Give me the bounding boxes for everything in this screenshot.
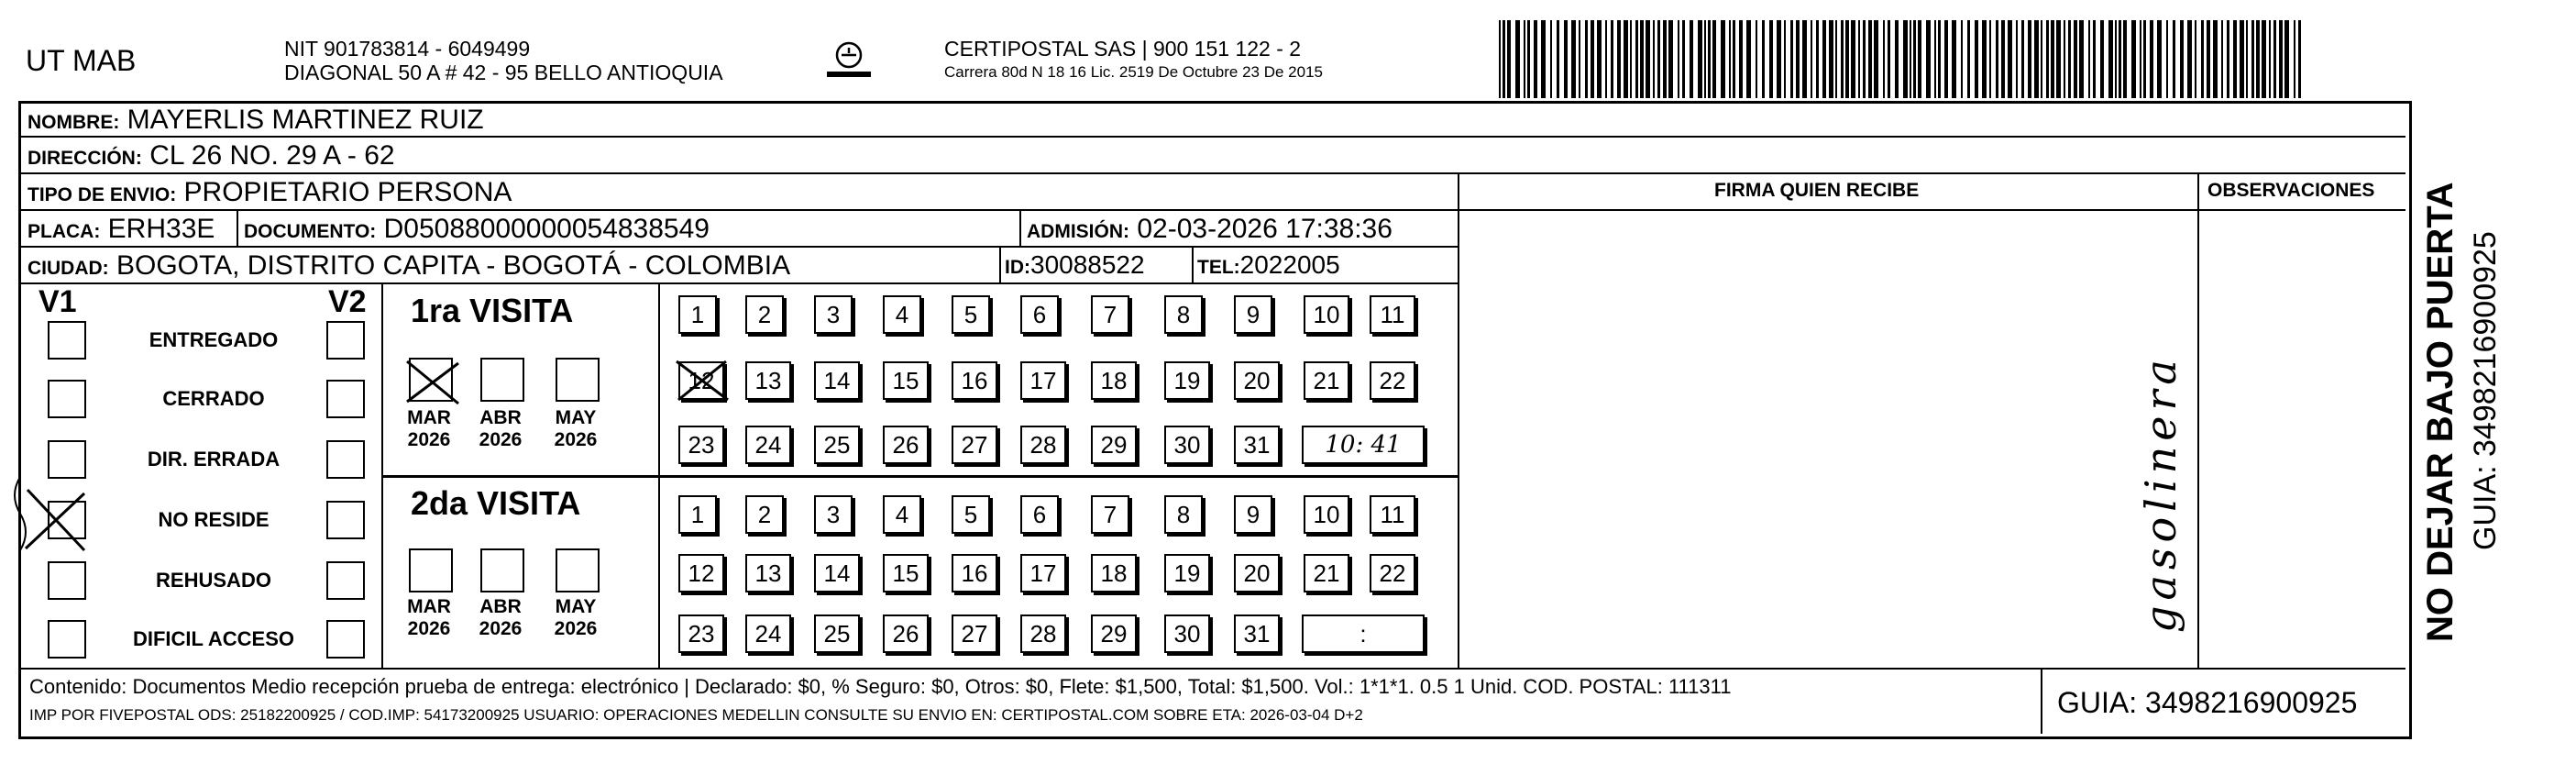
day-box[interactable]: 6 (1020, 295, 1059, 334)
barcode-bar (1874, 20, 1878, 98)
footer-content-line: Contenido: Documentos Medio recepción prueba de entrega: electrónico | Declarado: $0, % Seguro: $0, Otros: $0, Flete: $1,500, Total: $1,500. Vol.: 1*1*1. 0.5 1 Unid. COD. POSTAL: 111311 (29, 675, 1732, 698)
day-box[interactable]: 24 (745, 426, 791, 464)
barcode-bar (2046, 20, 2049, 98)
day-box[interactable]: 28 (1020, 614, 1066, 653)
barcode-bar (2157, 20, 2162, 98)
barcode-bar (2273, 20, 2276, 98)
barcode-bar (1635, 20, 1638, 98)
day-box[interactable]: 25 (814, 426, 860, 464)
day-box[interactable]: 16 (952, 361, 997, 400)
phone-field (1197, 250, 1340, 280)
day-box[interactable]: 21 (1304, 554, 1349, 592)
barcode-bar (1938, 20, 1941, 98)
day-box[interactable]: 23 (678, 614, 724, 653)
barcode-bar (1499, 20, 1501, 98)
day-box[interactable]: 7 (1091, 295, 1129, 334)
barcode-bar (1863, 20, 1866, 98)
day-box[interactable]: 22 (1370, 554, 1415, 592)
day-box[interactable]: 8 (1164, 295, 1203, 334)
v1-checkbox[interactable] (48, 440, 86, 479)
barcode-bar (2173, 20, 2175, 98)
day-box[interactable]: 5 (952, 295, 990, 334)
reason-label: CERRADO (162, 387, 265, 410)
divider (1192, 246, 1194, 282)
admission-value: 02-03-2026 17:38:36 (1137, 214, 1393, 244)
divider (2197, 172, 2199, 668)
v1-checkbox[interactable] (48, 380, 86, 418)
carrier-name: CERTIPOSTAL SAS | 900 151 122 - 2 (944, 37, 1302, 61)
id-field (1005, 250, 1145, 280)
barcode-bar (1913, 20, 1916, 98)
barcode-bar (1579, 20, 1580, 98)
barcode-bar (1708, 20, 1711, 98)
barcode-bar (1733, 20, 1735, 98)
name-label: NOMBRE: (28, 112, 120, 133)
barcode-bar (1756, 20, 1757, 98)
v1-checkbox[interactable] (48, 501, 86, 539)
company-info (284, 37, 723, 84)
barcode-bar (2131, 20, 2136, 98)
month-name: ABR (479, 407, 522, 428)
plate-value: ERH33E (107, 214, 215, 244)
barcode-bar (2119, 20, 2121, 98)
divider (237, 209, 238, 246)
visit-time-box[interactable]: 10: 41 (1302, 426, 1425, 464)
day-box[interactable]: 7 (1091, 495, 1129, 534)
name-field (28, 105, 484, 136)
barcode-bar (1967, 20, 1970, 98)
month-label (473, 407, 528, 451)
reason-label: DIR. ERRADA (147, 448, 281, 471)
day-box[interactable]: 20 (1234, 361, 1280, 400)
day-box[interactable]: 29 (1091, 426, 1137, 464)
barcode-bar (2088, 20, 2090, 98)
v2-checkbox[interactable] (326, 620, 365, 659)
day-box[interactable]: 10 (1304, 495, 1349, 534)
month-label (548, 407, 603, 451)
barcode-bar (2284, 20, 2289, 98)
month-checkbox[interactable] (409, 358, 453, 402)
barcode-bar (2028, 20, 2031, 98)
v2-checkbox[interactable] (326, 440, 365, 479)
visit-time-box[interactable]: : (1302, 614, 1425, 653)
divider (1019, 209, 1021, 246)
barcode (1499, 20, 2310, 98)
barcode-bar (1784, 20, 1786, 98)
day-box[interactable]: 1 (678, 495, 717, 534)
barcode-bar (1617, 20, 1621, 98)
barcode-bar (1682, 20, 1685, 98)
barcode-bar (1888, 20, 1890, 98)
month-name: MAR (407, 407, 451, 428)
barcode-bar (1777, 20, 1781, 98)
barcode-bar (2115, 20, 2117, 98)
barcode-bar (1657, 20, 1660, 98)
day-box[interactable]: 16 (952, 554, 997, 592)
visit-divider (383, 475, 1459, 478)
barcode-bar (2187, 20, 2192, 98)
day-box[interactable]: 14 (814, 554, 860, 592)
signature-header: FIRMA QUIEN RECIBE (1714, 180, 1920, 201)
month-checkbox[interactable] (409, 548, 453, 592)
month-name: ABR (479, 596, 522, 617)
footer-guide-number: GUIA: 3498216900925 (2057, 686, 2358, 719)
barcode-bar (1668, 20, 1673, 98)
barcode-bar (1557, 20, 1559, 98)
barcode-bar (2074, 20, 2077, 98)
day-box[interactable]: 12 (678, 554, 724, 592)
carrier-license: Carrera 80d N 18 16 Lic. 2519 De Octubre 23 De 2015 (944, 63, 1323, 81)
barcode-bar (1585, 20, 1588, 98)
barcode-bar (2108, 20, 2113, 98)
barcode-bar (2034, 20, 2039, 98)
barcode-bar (1858, 20, 1860, 98)
month-label (402, 407, 457, 451)
barcode-bar (2100, 20, 2104, 98)
barcode-bar (1690, 20, 1693, 98)
day-box[interactable]: 2 (745, 495, 784, 534)
barcode-bar (1721, 20, 1725, 98)
barcode-bar (1564, 20, 1568, 98)
month-year: 2026 (479, 618, 523, 639)
reason-label: DIFICIL ACCESO (132, 627, 294, 650)
barcode-bar (2166, 20, 2168, 98)
barcode-bar (1790, 20, 1793, 98)
month-label (402, 596, 457, 640)
day-box[interactable]: 4 (883, 295, 921, 334)
barcode-bar (1698, 20, 1702, 98)
day-box[interactable]: 17 (1020, 554, 1066, 592)
barcode-bar (1816, 20, 1819, 98)
barcode-bar (1835, 20, 1837, 98)
barcode-bar (1811, 20, 1812, 98)
reason-label: ENTREGADO (149, 328, 279, 351)
side-guide-number: GUIA: 3498216900925 (2468, 231, 2503, 550)
day-box[interactable]: 1 (678, 295, 717, 334)
id-label: ID: (1005, 257, 1030, 278)
barcode-bar (2279, 20, 2283, 98)
barcode-bar (1903, 20, 1908, 98)
barcode-bar (2150, 20, 2153, 98)
day-box[interactable]: 12 (678, 361, 724, 400)
barcode-bar (2195, 20, 2196, 98)
barcode-bar (1591, 20, 1594, 98)
v1-checkbox[interactable] (48, 561, 86, 600)
phone-value: 2022005 (1239, 250, 1340, 279)
divider (20, 246, 1459, 248)
v2-checkbox[interactable] (326, 501, 365, 539)
month-year: 2026 (554, 429, 598, 450)
city-label: CIUDAD: (28, 258, 109, 279)
barcode-bar (2021, 20, 2024, 98)
day-box[interactable]: 18 (1091, 554, 1137, 592)
day-box[interactable]: 19 (1164, 554, 1210, 592)
month-checkbox[interactable] (480, 548, 524, 592)
barcode-bar (2246, 20, 2248, 98)
month-name: MAY (555, 596, 597, 617)
barcode-bar (1796, 20, 1800, 98)
barcode-bar (2269, 20, 2271, 98)
handwritten-signature: gasolinera (2136, 354, 2185, 633)
barcode-bar (2227, 20, 2229, 98)
barcode-bar (1841, 20, 1844, 98)
barcode-bar (2256, 20, 2260, 98)
address-field (28, 140, 395, 172)
barcode-bar (1822, 20, 1826, 98)
barcode-bar (1729, 20, 1731, 98)
day-box[interactable]: 19 (1164, 361, 1210, 400)
document-field (244, 214, 710, 245)
divider (2041, 668, 2042, 734)
day-box[interactable]: 13 (745, 554, 791, 592)
id-value: 30088522 (1030, 250, 1145, 279)
day-box[interactable]: 23 (678, 426, 724, 464)
barcode-bar (2140, 20, 2141, 98)
barcode-bar (2123, 20, 2127, 98)
day-box[interactable]: 31 (1234, 426, 1280, 464)
shipment-type-label: TIPO DE ENVIO: (28, 184, 177, 205)
month-year: 2026 (407, 618, 451, 639)
barcode-bar (2041, 20, 2042, 98)
phone-label: TEL: (1197, 257, 1240, 278)
month-name: MAR (407, 596, 451, 617)
barcode-bar (1944, 20, 1948, 98)
reason-label: NO RESIDE (158, 508, 270, 531)
barcode-bar (1503, 20, 1505, 98)
barcode-bar (1982, 20, 1987, 98)
barcode-bar (2079, 20, 2084, 98)
address-value: CL 26 NO. 29 A - 62 (149, 140, 395, 171)
divider (381, 282, 383, 668)
barcode-bar (1851, 20, 1855, 98)
day-box[interactable]: 31 (1234, 614, 1280, 653)
barcode-bar (1926, 20, 1931, 98)
barcode-bar (1952, 20, 1956, 98)
divider (20, 136, 2405, 138)
barcode-bar (1996, 20, 1998, 98)
barcode-bar (1507, 20, 1511, 98)
barcode-bar (1515, 20, 1520, 98)
plate-field (28, 214, 215, 245)
barcode-bar (1989, 20, 1991, 98)
day-box[interactable]: 18 (1091, 361, 1137, 400)
barcode-bar (1605, 20, 1607, 98)
barcode-bar (1704, 20, 1706, 98)
barcode-bar (2251, 20, 2254, 98)
day-box[interactable]: 15 (883, 554, 929, 592)
month-year: 2026 (479, 429, 523, 450)
day-box[interactable]: 28 (1020, 426, 1066, 464)
shipment-type-value: PROPIETARIO PERSONA (183, 177, 512, 207)
day-box[interactable]: 14 (814, 361, 860, 400)
day-box[interactable]: 27 (952, 614, 997, 653)
barcode-bar (1762, 20, 1765, 98)
day-box[interactable]: 9 (1234, 295, 1272, 334)
v2-header: V2 (328, 284, 367, 319)
barcode-bar (1653, 20, 1655, 98)
barcode-bar (2180, 20, 2184, 98)
day-box[interactable]: 11 (1370, 495, 1415, 534)
day-box[interactable]: 13 (745, 361, 791, 400)
day-box[interactable]: 15 (883, 361, 929, 400)
day-box[interactable]: 26 (883, 614, 929, 653)
v2-checkbox[interactable] (326, 321, 365, 360)
document-label: DOCUMENTO: (244, 221, 377, 242)
document-value: D05088000000054838549 (383, 214, 710, 244)
barcode-bar (2262, 20, 2266, 98)
barcode-bar (2240, 20, 2244, 98)
carrier-logo (825, 37, 873, 84)
observations-header: OBSERVACIONES (2207, 180, 2375, 201)
barcode-bar (1868, 20, 1872, 98)
company-nit: NIT 901783814 - 6049499 (284, 37, 531, 61)
barcode-bar (1712, 20, 1716, 98)
barcode-bar (1663, 20, 1667, 98)
barcode-bar (1571, 20, 1576, 98)
barcode-bar (2143, 20, 2146, 98)
barcode-bar (1883, 20, 1885, 98)
month-checkbox[interactable] (556, 358, 600, 402)
month-label (548, 596, 603, 640)
barcode-bar (2001, 20, 2005, 98)
day-box[interactable]: 30 (1164, 614, 1210, 653)
v1-checkbox[interactable] (48, 321, 86, 360)
day-box[interactable]: 9 (1234, 495, 1272, 534)
barcode-bar (1769, 20, 1773, 98)
barcode-bar (1910, 20, 1911, 98)
barcode-bar (2207, 20, 2210, 98)
day-box[interactable]: 8 (1164, 495, 1203, 534)
day-box[interactable]: 3 (814, 495, 853, 534)
v1-checkbox[interactable] (48, 620, 86, 659)
day-box[interactable]: 11 (1370, 295, 1415, 334)
city-value: BOGOTA, DISTRITO CAPITA - BOGOTÁ - COLOMBIA (116, 250, 791, 281)
divider (20, 209, 2405, 211)
day-box[interactable]: 27 (952, 426, 997, 464)
barcode-bar (1746, 20, 1751, 98)
barcode-bar (2233, 20, 2237, 98)
day-box[interactable]: 10 (1304, 295, 1349, 334)
barcode-bar (1802, 20, 1807, 98)
divider (999, 246, 1001, 282)
barcode-bar (1527, 20, 1530, 98)
day-box[interactable]: 5 (952, 495, 990, 534)
barcode-bar (1739, 20, 1743, 98)
reason-label: REHUSADO (156, 569, 271, 592)
day-box[interactable]: 3 (814, 295, 853, 334)
month-year: 2026 (554, 618, 598, 639)
divider (1458, 172, 1459, 668)
barcode-bar (2213, 20, 2218, 98)
barcode-bar (1845, 20, 1849, 98)
barcode-bar (1597, 20, 1602, 98)
barcode-bar (1678, 20, 1679, 98)
barcode-bar (2294, 20, 2295, 98)
barcode-bar (2093, 20, 2096, 98)
barcode-bar (1550, 20, 1552, 98)
barcode-bar (1624, 20, 1628, 98)
name-value: MAYERLIS MARTINEZ RUIZ (127, 105, 484, 135)
divider (20, 282, 1459, 284)
v1-header: V1 (39, 284, 77, 319)
day-box[interactable]: 21 (1304, 361, 1349, 400)
month-label (473, 596, 528, 640)
day-box[interactable]: 2 (745, 295, 784, 334)
barcode-bar (1524, 20, 1525, 98)
barcode-bar (2201, 20, 2204, 98)
barcode-bar (2068, 20, 2071, 98)
second-visit-title: 2da VISITA (411, 484, 581, 522)
barcode-bar (1541, 20, 1546, 98)
month-name: MAY (555, 407, 597, 428)
barcode-bar (2056, 20, 2061, 98)
city-field (28, 250, 790, 282)
divider (20, 172, 2405, 174)
barcode-bar (2221, 20, 2223, 98)
day-box[interactable]: 24 (745, 614, 791, 653)
day-box[interactable]: 4 (883, 495, 921, 534)
month-year: 2026 (407, 429, 451, 450)
footer-print-line: IMP POR FIVEPOSTAL ODS: 25182200925 / COD.IMP: 54173200925 USUARIO: OPERACIONES MEDELLIN CONSULTE SU ENVIO EN: CERTIPOSTAL.COM SOBRE ETA: 2026-03-04 D+2 (29, 706, 1363, 724)
month-checkbox[interactable] (480, 358, 524, 402)
month-checkbox[interactable] (556, 548, 600, 592)
v2-checkbox[interactable] (326, 380, 365, 418)
day-box[interactable]: 22 (1370, 361, 1415, 400)
shipment-type-field (28, 177, 512, 208)
barcode-bar (2008, 20, 2012, 98)
company-address: DIAGONAL 50 A # 42 - 95 BELLO ANTIOQUIA (284, 61, 723, 84)
barcode-bar (1640, 20, 1644, 98)
admission-field (1027, 214, 1393, 245)
barcode-bar (2051, 20, 2054, 98)
barcode-bar (1829, 20, 1833, 98)
barcode-bar (1934, 20, 1936, 98)
day-box[interactable]: 17 (1020, 361, 1066, 400)
day-box[interactable]: 6 (1020, 495, 1059, 534)
barcode-bar (1630, 20, 1632, 98)
day-box[interactable]: 25 (814, 614, 860, 653)
day-box[interactable]: 20 (1234, 554, 1280, 592)
carrier-info (944, 37, 1323, 84)
barcode-bar (2016, 20, 2018, 98)
divider (20, 668, 2405, 670)
barcode-bar (1646, 20, 1650, 98)
day-box[interactable]: 26 (883, 426, 929, 464)
barcode-bar (1975, 20, 1978, 98)
v2-checkbox[interactable] (326, 561, 365, 600)
barcode-bar (1611, 20, 1613, 98)
barcode-bar (1918, 20, 1921, 98)
divider (658, 282, 660, 668)
admission-label: ADMISIÓN: (1027, 221, 1129, 242)
barcode-bar (2298, 20, 2301, 98)
barcode-bar (2064, 20, 2065, 98)
plate-label: PLACA: (28, 221, 101, 242)
barcode-bar (1961, 20, 1963, 98)
day-box[interactable]: 29 (1091, 614, 1137, 653)
company-name: UT MAB (26, 44, 137, 77)
side-warning: NO DEJAR BAJO PUERTA (2420, 182, 2460, 642)
barcode-bar (1534, 20, 1537, 98)
barcode-bar (1895, 20, 1899, 98)
address-label: DIRECCIÓN: (28, 148, 142, 169)
day-box[interactable]: 30 (1164, 426, 1210, 464)
first-visit-title: 1ra VISITA (411, 292, 574, 329)
